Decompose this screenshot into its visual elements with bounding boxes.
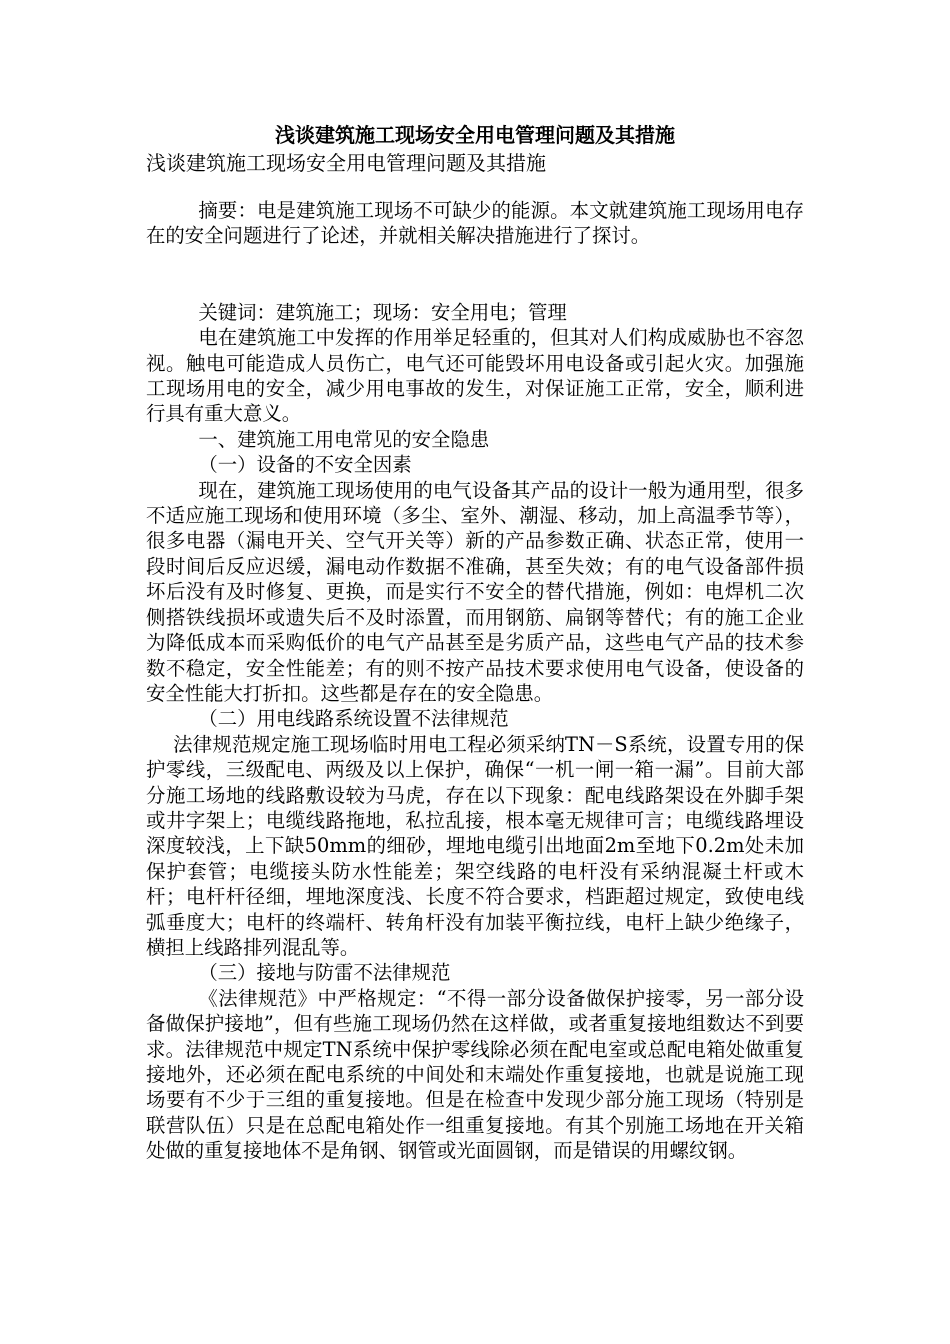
subsection-heading: （一）设备的不安全因素 bbox=[198, 453, 412, 477]
abstract-paragraph: 摘要：电是建筑施工现场不可缺少的能源。本文就建筑施工现场用电存在的安全问题进行了论述，并就相关解决措施进行了探讨。 bbox=[146, 199, 804, 248]
document-title: 浅谈建筑施工现场安全用电管理问题及其措施 bbox=[275, 123, 675, 147]
spacer bbox=[146, 249, 804, 300]
section-heading: 一、建筑施工用电常见的安全隐患 bbox=[198, 427, 490, 451]
subsection-heading: （二）用电线路系统设置不法律规范 bbox=[198, 707, 509, 731]
document-subtitle: 浅谈建筑施工现场安全用电管理问题及其措施 bbox=[146, 151, 546, 175]
keywords-paragraph: 关键词：建筑施工；现场：安全用电；管理 bbox=[198, 300, 567, 324]
document-body bbox=[146, 198, 804, 1164]
intro-paragraph: 电在建筑施工中发挥的作用举足轻重的，但其对人们构成威胁也不容忽视。触电可能造成人员伤亡，电气还可能毁坏用电设备或引起火灾。加强施工现场用电的安全，减少用电事故的发生，对保证施工正常，安全，顺利进行具有重大意义。 bbox=[146, 326, 804, 426]
body-paragraph: 《法律规范》中严格规定：“不得一部分设备做保护接零，另一部分设备做保护接地”，但有些施工现场仍然在这样做，或者重复接地组数达不到要求。法律规范中规定TN系统中保护零线除必须在配电室或总配电箱处做重复接地外，还必须在配电系统的中间处和末端处作重复接地，也就是说施工现场要有不少于三组的重复接地。但是在检查中发现少部分施工现场（特别是联营队伍）只是在总配电箱处作一组重复接地。有其个别施工场地在开关箱处做的重复接地体不是角钢、钢管或光面圆钢，而是错误的用螺纹钢。 bbox=[146, 986, 804, 1163]
subsection-heading: （三）接地与防雷不法律规范 bbox=[198, 961, 451, 985]
body-paragraph: 法律规范规定施工现场临时用电工程必须采纳TN－S系统，设置专用的保护零线，三级配电、两级及以上保护，确保“一机一闸一箱一漏”。目前大部分施工场地的线路敷设较为马虎，存在以下现象：配电线路架设在外脚手架或井字架上；电缆线路拖地，私拉乱接，根本毫无规律可言；电缆线路埋设深度较浅，上下缺50mm的细砂，埋地电缆引出地面2m至地下0.2m处未加保护套管；电缆接头防水性能差；架空线路的电杆没有采纳混凝土杆或木杆；电杆杆径细，埋地深度浅、长度不符合要求，档距超过规定，致使电线弧垂度大；电杆的终端杆、转角杆没有加装平衡拉线，电杆上缺少绝缘子，横担上线路排列混乱等。 bbox=[146, 732, 804, 959]
body-paragraph: 现在，建筑施工现场使用的电气设备其产品的设计一般为通用型，很多不适应施工现场和使用环境（多尘、室外、潮湿、移动，加上高温季节等），很多电器（漏电开关、空气开关等）新的产品参数正确、状态正常，使用一段时间后反应迟缓，漏电动作数据不准确，甚至失效；有的电气设备部件损坏后没有及时修复、更换，而是实行不安全的替代措施，例如：电焊机二次侧搭铁线损坏或遗失后不及时添置，而用钢筋、扁钢等替代；有的施工企业为降低成本而采购低价的电气产品甚至是劣质产品，这些电气产品的技术参数不稳定，安全性能差；有的则不按产品技术要求使用电气设备，使设备的安全性能大打折扣。这些都是存在的安全隐患。 bbox=[146, 478, 804, 705]
